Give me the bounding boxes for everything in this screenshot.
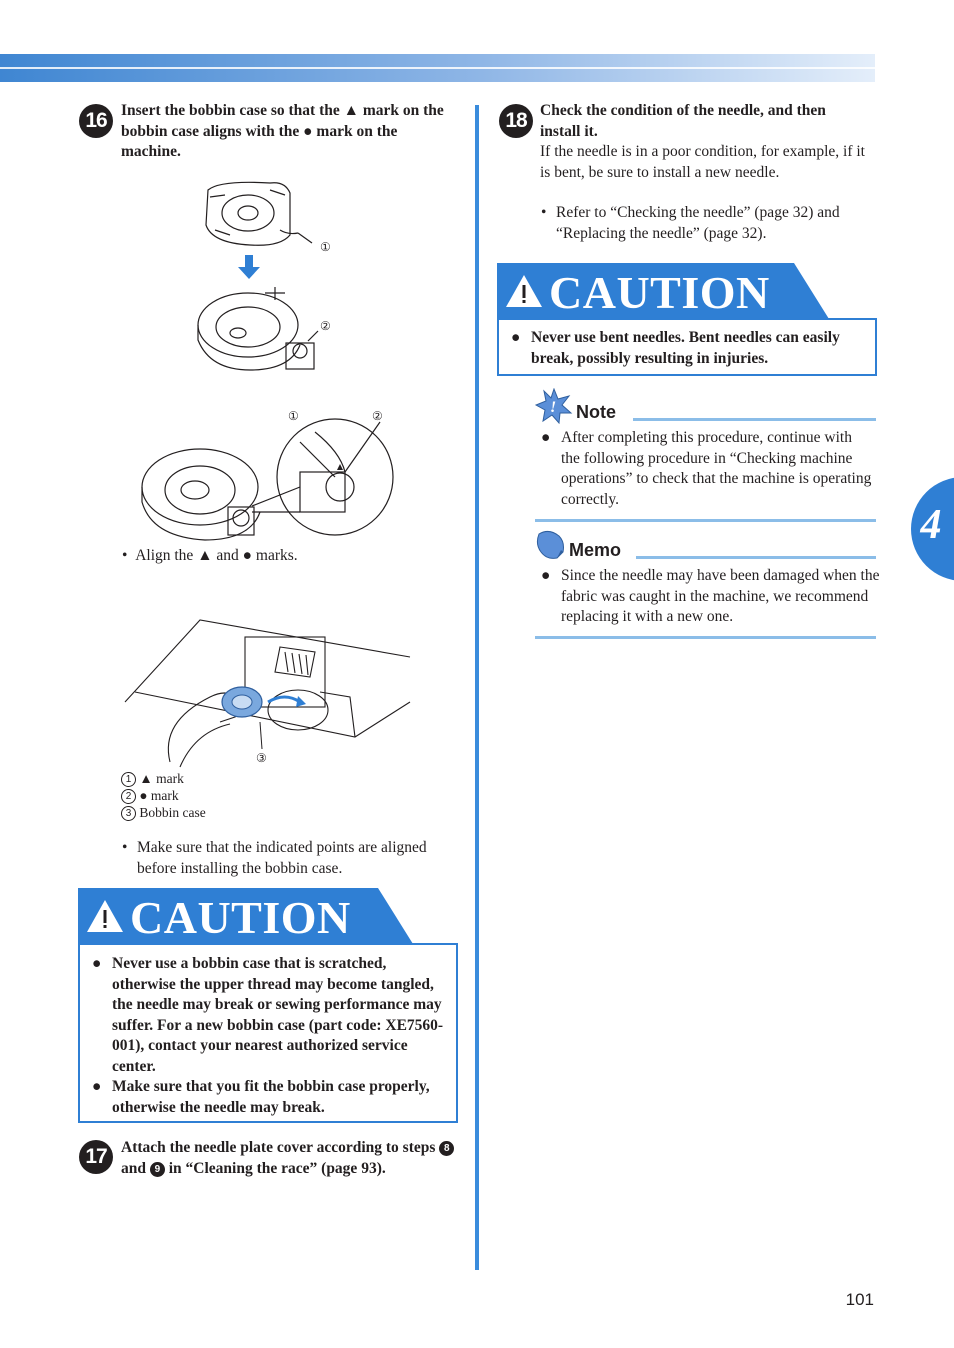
svg-text:①: ①	[320, 240, 331, 254]
caution-right-header: CAUTION	[497, 263, 877, 319]
caution-left-header: CAUTION	[78, 888, 458, 944]
memo-icon	[535, 530, 567, 560]
bobbin-case-insert-figure	[190, 175, 350, 380]
svg-text:②: ②	[372, 409, 383, 423]
step-18-body: If the needle is in a poor condition, for example, if it is bent, be sure to install a new needle.	[540, 143, 865, 181]
hand-inserting-bobbin-figure	[120, 612, 415, 770]
note-item: ● After completing this procedure, continue with the following procedure in “Checking machine operations” to check that the machine is operating correctly.	[541, 429, 872, 508]
step-18-bullet: • Refer to “Checking the needle” (page 32) and “Replacing the needle” (page 32).	[541, 204, 840, 242]
step-16-heading: Insert the bobbin case so that the ▲ mark on the bobbin case aligns with the ● mark on the machine.	[121, 102, 444, 160]
legend-item-3: 3 Bobbin case	[121, 804, 206, 821]
svg-text:①: ①	[288, 409, 299, 423]
caution-left-item-1: ● Never use a bobbin case that is scratched, otherwise the upper thread may become tangled, the needle may break or sewing performance may suffer. For a new bobbin case (part code: XE7560-001), contact your nearest authorized service center.	[92, 955, 444, 1075]
note-bottom-rule	[535, 519, 876, 522]
legend-item-2: 2 ● mark	[121, 787, 206, 804]
header-gradient-bar	[0, 54, 875, 82]
memo-title-rule	[636, 556, 876, 559]
svg-text:②: ②	[320, 319, 331, 333]
svg-text:③: ③	[256, 751, 267, 765]
step-18-number: 18	[499, 104, 533, 138]
step-16-number: 16	[79, 104, 113, 138]
memo-item: ● Since the needle may have been damaged when the fabric was caught in the machine, we recommend replacing it with a new one.	[541, 567, 880, 625]
align-marks-bullet: • Align the ▲ and ● marks.	[122, 547, 298, 564]
legend-item-1: 1 ▲ mark	[121, 770, 206, 787]
make-sure-bullet: • Make sure that the indicated points are aligned before installing the bobbin case.	[122, 839, 427, 877]
column-divider	[475, 105, 479, 1270]
caution-left-box	[78, 943, 458, 1123]
step-17-text: Attach the needle plate cover according to steps 8 and 9 in “Cleaning the race” (page 93).	[121, 1138, 456, 1179]
memo-bottom-rule	[535, 636, 876, 639]
caution-right-item-1: ● Never use bent needles. Bent needles can easily break, possibly resulting in injuries.	[511, 329, 840, 367]
caution-right-box	[497, 318, 877, 376]
page-number: 101	[845, 1290, 874, 1309]
memo-title: Memo	[569, 540, 622, 560]
svg-text:!: !	[550, 399, 557, 416]
note-content	[541, 428, 873, 510]
note-title-rule	[633, 418, 876, 421]
chapter-tab: 4	[911, 477, 954, 581]
note-icon	[535, 388, 573, 424]
caution-left-item-2: ● Make sure that you fit the bobbin case properly, otherwise the needle may break.	[92, 1078, 430, 1116]
figure-legend	[121, 770, 206, 821]
note-title: Note	[576, 402, 616, 422]
step-18-heading: Check the condition of the needle, and then install it.	[540, 102, 826, 140]
memo-content	[541, 566, 881, 628]
step-17-number: 17	[79, 1140, 113, 1174]
mark-alignment-figure	[140, 402, 395, 547]
